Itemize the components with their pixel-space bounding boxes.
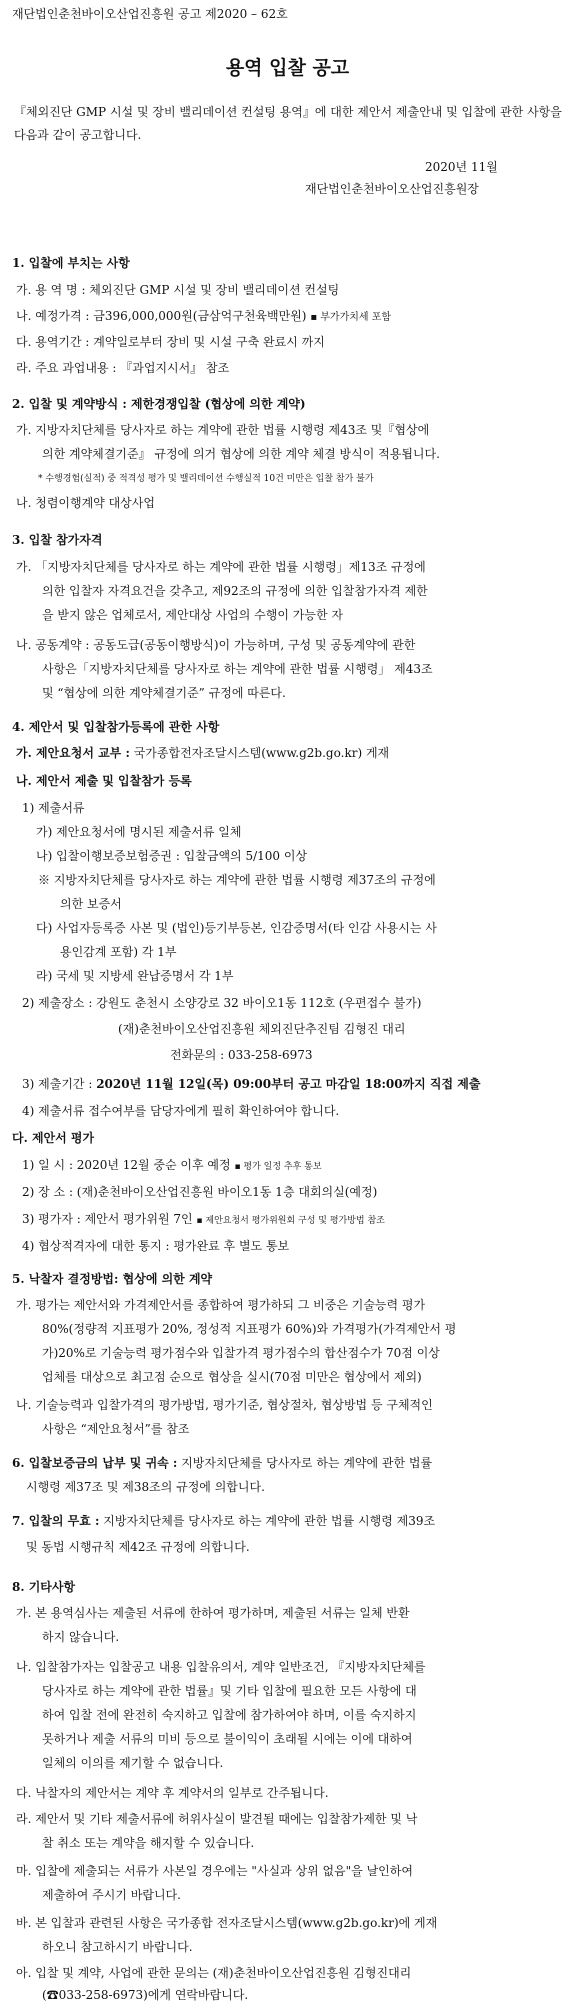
s4-item-a-label: 가. 제안요청서 교부 : (16, 746, 130, 760)
s5-item-b-line2: 사항은 “제안요청서”를 참조 (42, 1422, 190, 1436)
section-5-title: 5. 낙찰자 결정방법: 협상에 의한 계약 (12, 1272, 213, 1286)
section-6-title: 6. 입찰보증금의 납부 및 귀속 : (12, 1456, 178, 1470)
s8-item-b-line4: 못하거나 제출 서류의 미비 등으로 불이익이 초래될 시에는 이에 대하여 (42, 1732, 413, 1746)
s2-item-a-line2: 의한 계약체결기준』 규정에 의거 협상에 의한 계약 체결 방식이 적용됩니다. (42, 447, 440, 461)
section-7-text-line2: 및 동법 시행규칙 제42조 규정에 의합니다. (26, 1540, 250, 1554)
s4-item-b: 나. 제안서 제출 및 입찰참가 등록 (16, 774, 192, 788)
s1-item-b (16, 309, 391, 325)
s1-item-b-note: ▪ 부가가치세 포함 (310, 312, 392, 323)
s4-docs-note-line1: ※ 지방자치단체를 당사자로 하는 계약에 관한 법률 시행령 제37조의 규정에 (38, 873, 436, 887)
s4-eval-place: 2) 장 소 : (재)춘천바이오산업진흥원 바이오1동 1층 대회의실(예정) (22, 1185, 378, 1199)
s8-item-g-line1: 아. 입찰 및 계약, 사업에 관한 문의는 (재)춘천바이오산업진흥원 김형진대리 (16, 1966, 412, 1980)
s8-item-f-line2: 하오니 참고하시기 바랍니다. (42, 1940, 193, 1954)
section-6 (12, 1456, 432, 1472)
s1-item-c: 다. 용역기간 : 계약일로부터 장비 및 시설 구축 완료시 까지 (16, 335, 325, 349)
notice-number: 재단법인춘천바이오산업진흥원 공고 제2020 – 62호 (12, 7, 288, 21)
s2-item-a-line1: 가. 지방자치단체를 당사자로 하는 계약에 관한 법률 시행령 제43조 및『협상에 (16, 423, 430, 437)
s1-item-d: 라. 주요 과업내용 : 『과업지시서』 참조 (16, 361, 230, 375)
s4-location: 2) 제출장소 : 강원도 춘천시 소양강로 32 바이오1동 112호 (우편접수 불가) (22, 996, 422, 1010)
s8-item-e-line2: 제출하여 주시기 바랍니다. (42, 1888, 181, 1902)
section-8-title: 8. 기타사항 (12, 1580, 76, 1594)
section-6-text-line2: 시행령 제37조 및 제38조의 규정에 의합니다. (26, 1480, 265, 1494)
s5-item-a-line4: 업체를 대상으로 최고점 순으로 협상을 실시(70점 미만은 협상에서 제외) (42, 1370, 422, 1384)
s4-docs-c-line1: 다) 사업자등록증 사본 및 (법인)등기부등본, 인감증명서(타 인감 사용시는 사 (36, 921, 437, 935)
s2-note: * 수행경험(실적) 중 적격성 평가 및 밸리데이션 수행실적 10건 미만은 입찰 참가 불가 (38, 474, 374, 484)
s4-docs-note-line2: 의한 보증서 (60, 897, 122, 911)
s4-item-a (16, 746, 389, 762)
s4-item-a-text: 국가종합전자조달시스템(www.g2b.go.kr) 게재 (133, 746, 390, 760)
section-7-text-line1: 지방자치단체를 당사자로 하는 계약에 관한 법률 시행령 제39조 (103, 1514, 436, 1528)
s4-period-text: 2020년 11월 12일(목) 09:00부터 공고 마감일 18:00까지 직접 제출 (96, 1077, 481, 1091)
s4-eval-evaluators-text: 3) 평가자 : 제안서 평가위원 7인 (22, 1212, 193, 1226)
s3-item-a-line2: 의한 입찰자 자격요건을 갖추고, 제92조의 규정에 의한 입찰참가자격 제한 (42, 584, 428, 598)
s8-item-a-line1: 가. 본 용역심사는 제출된 서류에 한하여 평가하며, 제출된 서류는 일체 반환 (16, 1606, 410, 1620)
s5-item-a-line2: 80%(정량적 지표평가 20%, 정성적 지표평가 60%)와 가격평가(가격제안서 평 (42, 1322, 457, 1336)
s4-eval-date-text: 1) 일 시 : 2020년 12월 중순 이후 예정 (22, 1158, 231, 1172)
s8-item-b-line5: 일체의 이의를 제기할 수 없습니다. (42, 1756, 224, 1770)
s4-location-phone: 전화문의 : 033-258-6973 (170, 1048, 313, 1062)
s8-item-c: 다. 낙찰자의 제안서는 계약 후 계약서의 일부로 간주됩니다. (16, 1786, 329, 1800)
s5-item-a-line3: 가)20%로 기술능력 평가점수와 입찰가격 평가점수의 합산점수가 70점 이상 (42, 1346, 440, 1360)
s8-item-b-line1: 나. 입찰참가자는 입찰공고 내용 입찰유의서, 계약 일반조건, 『지방자치단체를 (16, 1660, 426, 1674)
s4-confirm: 4) 제출서류 접수여부를 담당자에게 필히 확인하여야 합니다. (22, 1104, 340, 1118)
s4-docs-b: 나) 입찰이행보증보험증권 : 입찰금액의 5/100 이상 (36, 849, 308, 863)
s8-item-g-line2: (☎033-258-6973)에게 연락바랍니다. (42, 1988, 249, 2002)
section-1-title: 1. 입찰에 부치는 사항 (12, 256, 130, 270)
s4-eval-date (22, 1158, 322, 1174)
s3-item-b-line3: 및 “협상에 의한 계약체결기준” 규정에 따른다. (42, 686, 286, 700)
section-7-title: 7. 입찰의 무효 : (12, 1514, 100, 1528)
s4-docs-d: 라) 국세 및 지방세 완납증명서 각 1부 (36, 969, 234, 983)
s4-eval-title: 다. 제안서 평가 (12, 1131, 95, 1145)
s8-item-f-line1: 바. 본 입찰과 관련된 사항은 국가종합 전자조달시스템(www.g2b.go.kr)에 게재 (16, 1916, 438, 1930)
section-6-text-line1: 지방자치단체를 당사자로 하는 계약에 관한 법률 (181, 1456, 433, 1470)
s8-item-d-line2: 찰 취소 또는 계약을 해지할 수 있습니다. (42, 1836, 255, 1850)
section-4-title: 4. 제안서 및 입찰참가등록에 관한 사항 (12, 720, 220, 734)
s8-item-b-line2: 당사자로 하는 계약에 관한 법률』및 기타 입찰에 필요한 모든 사항에 대 (42, 1684, 417, 1698)
s2-item-b: 나. 청렴이행계약 대상사업 (16, 496, 155, 510)
intro-paragraph: 『체외진단 GMP 시설 및 장비 밸리데이션 컨설팅 용역』에 대한 제안서 제출안내 및 입찰에 관한 사항을 다음과 같이 공고합니다. (14, 105, 562, 142)
s1-item-a: 가. 용 역 명 : 체외진단 GMP 시설 및 장비 밸리데이션 컨설팅 (16, 283, 340, 297)
s8-item-d-line1: 라. 제안서 및 기타 제출서류에 허위사실이 발견될 때에는 입찰참가제한 및 낙 (16, 1812, 418, 1826)
section-7 (12, 1514, 435, 1530)
s3-item-b-line1: 나. 공동계약 : 공동도급(공동이행방식)이 가능하며, 구성 및 공동계약에 관한 (16, 638, 416, 652)
s8-item-b-line3: 하여 입찰 전에 완전히 숙지하고 입찰에 참가하여야 하며, 이를 숙지하지 (42, 1708, 417, 1722)
s4-eval-evaluators (22, 1212, 385, 1228)
s3-item-a-line3: 을 받지 않은 업체로서, 제안대상 사업의 수행이 가능한 자 (42, 608, 343, 622)
s3-item-b-line2: 사항은「지방자치단체를 당사자로 하는 계약에 관한 법률 시행령」 제43조 (42, 662, 433, 676)
s4-docs-title: 1) 제출서류 (22, 801, 85, 815)
s4-docs-a: 가) 제안요청서에 명시된 제출서류 일체 (36, 825, 242, 839)
section-3-title: 3. 입찰 참가자격 (12, 533, 103, 547)
s4-eval-notice: 4) 협상적격자에 대한 통지 : 평가완료 후 별도 통보 (22, 1239, 290, 1253)
s4-period (22, 1077, 480, 1093)
s4-docs-c-line2: 용인감계 포함) 각 1부 (60, 945, 177, 959)
section-2-title: 2. 입찰 및 계약방식 : 제한경쟁입찰 (협상에 의한 계약) (12, 397, 306, 411)
s8-item-e-line1: 마. 입찰에 제출되는 서류가 사본일 경우에는 "사실과 상위 없음"을 날인하여 (16, 1864, 413, 1878)
notice-date: 2020년 11월 (425, 160, 498, 174)
s4-eval-date-note: ▪ 평가 일정 추후 통보 (234, 1162, 322, 1172)
s5-item-b-line1: 나. 기술능력과 입찰가격의 평가방법, 평가기준, 협상절차, 협상방법 등 구체적인 (16, 1398, 433, 1412)
s1-item-b-text: 나. 예정가격 : 금396,000,000원(금삼억구천육백만원) (16, 309, 307, 323)
s4-eval-evaluators-note: ▪ 제안요청서 평가위원회 구성 및 평가방법 참조 (196, 1216, 385, 1226)
s8-item-a-line2: 하지 않습니다. (42, 1630, 120, 1644)
page-title: 용역 입찰 공고 (225, 57, 350, 79)
s4-location-contact: (재)춘천바이오산업진흥원 체외진단추진팀 김형진 대리 (118, 1022, 406, 1036)
s5-item-a-line1: 가. 평가는 제안서와 가격제안서를 종합하여 평가하되 그 비중은 기술능력 평가 (16, 1298, 426, 1312)
s3-item-a-line1: 가. 「지방자치단체를 당사자로 하는 계약에 관한 법률 시행령」제13조 규정에 (16, 560, 426, 574)
issuing-org: 재단법인춘천바이오산업진흥원장 (305, 182, 479, 196)
s4-period-label: 3) 제출기간 : (22, 1077, 93, 1091)
